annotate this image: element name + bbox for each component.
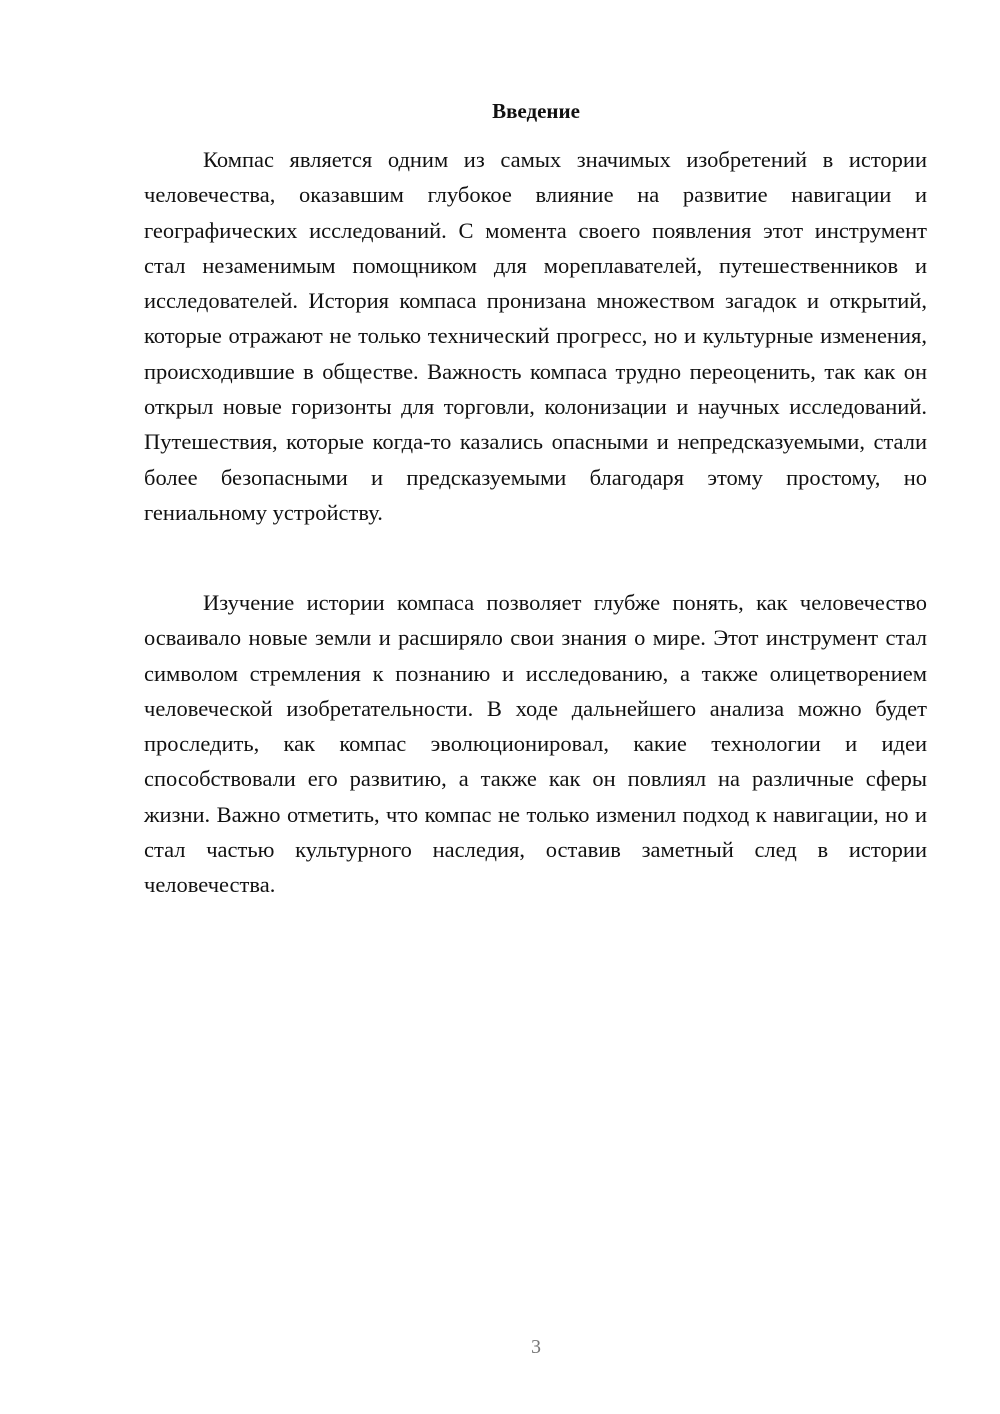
page-number: 3: [531, 1336, 541, 1358]
section-heading: Введение: [492, 99, 580, 123]
paragraph-history-study: Изучение истории компаса позволяет глубже понять, как человечество осваивало новые земли и расширяло свои знания о мире. Этот инструмент стал символом стремления к познанию и исследованию, а также олицетворением человеческой изобретательности. В ходе дальнейшего анализа можно будет проследить, как компас эволюционировал, какие технологии и идеи способствовали его развитию, а также как он повлиял на различные сферы жизни. Важно отметить, что компас не только изменил подход к навигации, но и стал частью культурного наследия, оставив заметный след в истории человечества.: [144, 590, 927, 898]
paragraph-intro: Компас является одним из самых значимых изобретений в истории человечества, оказавшим глубокое влияние на развитие навигации и географических исследований. С момента своего появления этот инструмент стал незаменимым помощником для мореплавателей, путешественников и исследователей. История компаса пронизана множеством загадок и открытий, которые отражают не только технический прогресс, но и культурные изменения, происходившие в обществе. Важность компаса трудно переоценить, так как он открыл новые горизонты для торговли, колонизации и научных исследований. Путешествия, которые когда-то казались опасными и непредсказуемыми, стали более безопасными и предсказуемыми благодаря этому простому, но гениальному устройству.: [144, 147, 927, 525]
